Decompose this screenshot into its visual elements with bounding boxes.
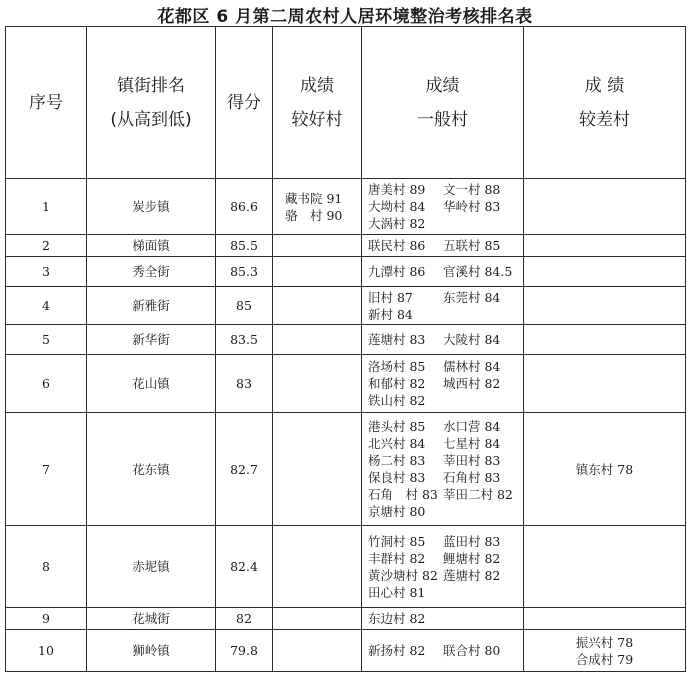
village-entry: 五联村 85 [443,238,501,253]
table-row [6,235,686,257]
village-entry: 莲塘村 82 [443,567,501,583]
town-cell: 秀全街 [87,257,216,287]
village-line [368,237,523,254]
village-entry: 丰群村 82 [368,550,426,566]
village-entry: 莘田村 83 [443,453,501,468]
village-entry: 新扬村 82 [368,643,426,658]
village-line [368,642,523,659]
normal-villages-cell [362,257,524,287]
village-entry: 大坳村 84 [368,199,426,214]
score-cell: 86.6 [216,179,273,235]
village-entry: 联民村 86 [368,238,426,253]
village-entry: 石角村 83 [443,470,501,485]
poor-villages-cell [524,630,686,672]
seq-cell: 2 [6,235,87,257]
village-entry: 洛场村 85 [368,359,426,374]
score-cell: 85.5 [216,235,273,257]
village-line [368,215,523,232]
village-entry: 骆 村 90 [285,207,343,223]
village-line [368,435,523,452]
good-villages-cell [273,413,362,526]
village-line [368,418,523,435]
village-entry: 合成村 79 [575,651,634,667]
village-entry: 蓝田村 83 [443,533,501,549]
table-row [6,287,686,325]
normal-villages-cell [362,287,524,325]
village-entry: 田心村 81 [368,584,426,600]
village-line [285,207,361,224]
village-line [368,567,523,584]
header-normal: 成绩 一般村 [362,27,524,179]
header-score: 得分 [216,27,273,179]
village-line [368,550,523,567]
village-entry: 九潭村 86 [368,264,426,279]
village-entry: 杨二村 83 [368,453,426,468]
good-villages-cell [273,630,362,672]
seq-cell: 10 [6,630,87,672]
village-entry: 石角 村 83 [368,487,438,502]
village-entry: 莲塘村 83 [368,332,426,347]
town-cell: 赤坭镇 [87,526,216,608]
header-seq: 序号 [6,27,87,179]
village-line [368,469,523,486]
village-entry: 华岭村 83 [443,199,501,214]
village-entry: 联合村 80 [443,643,501,658]
village-line [368,198,523,215]
poor-villages-cell [524,287,686,325]
village-line [368,358,523,375]
town-cell: 新雅街 [87,287,216,325]
village-entry: 北兴村 84 [368,436,426,451]
table-body [6,179,686,672]
village-entry: 儒林村 84 [443,359,501,374]
score-cell: 82 [216,608,273,630]
poor-villages-cell [524,325,686,355]
table-row [6,257,686,287]
header-good: 成绩 较好村 [273,27,362,179]
village-entry: 港头村 85 [368,419,426,434]
poor-villages-cell [524,526,686,608]
good-villages-cell [273,608,362,630]
village-line [368,306,523,323]
seq-cell: 8 [6,526,87,608]
normal-villages-cell [362,179,524,235]
village-entry: 官溪村 84.5 [443,264,513,279]
village-line [368,181,523,198]
village-entry: 藏书院 91 [285,190,343,206]
village-line [368,263,523,280]
score-cell: 79.8 [216,630,273,672]
village-line [368,610,523,627]
good-villages-cell [273,257,362,287]
village-entry: 水口营 84 [443,419,501,434]
score-cell: 82.7 [216,413,273,526]
table-row [6,608,686,630]
village-entry: 唐美村 89 [368,182,426,197]
header-town: 镇街排名 (从高到低) [87,27,216,179]
seq-cell: 4 [6,287,87,325]
village-entry: 镇东村 78 [575,461,634,477]
town-cell: 狮岭镇 [87,630,216,672]
table-row [6,413,686,526]
normal-villages-cell [362,526,524,608]
town-cell: 新华街 [87,325,216,355]
seq-cell: 3 [6,257,87,287]
good-villages-cell [273,179,362,235]
village-entry: 黄沙塘村 82 [368,567,438,583]
normal-villages-cell [362,608,524,630]
poor-villages-cell [524,179,686,235]
village-line [368,452,523,469]
village-line [368,486,523,503]
page-title: 花都区 6 月第二周农村人居环境整治考核排名表 [157,7,533,27]
seq-cell: 5 [6,325,87,355]
table-row [6,325,686,355]
table-row [6,630,686,672]
good-villages-cell [273,235,362,257]
village-entry: 京塘村 80 [368,504,426,519]
village-entry: 东莞村 84 [443,289,501,305]
village-line [368,392,523,409]
normal-villages-cell [362,325,524,355]
village-entry: 文一村 88 [443,182,501,197]
village-line [285,190,361,207]
seq-cell: 6 [6,355,87,413]
village-entry: 旧村 87 [368,289,413,305]
table-row [6,355,686,413]
village-line [368,533,523,550]
town-cell: 花城街 [87,608,216,630]
poor-villages-cell [524,257,686,287]
poor-villages-cell [524,235,686,257]
good-villages-cell [273,325,362,355]
poor-villages-cell [524,608,686,630]
village-entry: 新村 84 [368,306,413,322]
village-entry: 莘田二村 82 [443,487,513,502]
village-line [368,289,523,306]
town-cell: 花山镇 [87,355,216,413]
village-line [368,331,523,348]
normal-villages-cell [362,413,524,526]
village-entry: 大陵村 84 [443,332,501,347]
good-villages-cell [273,355,362,413]
table-row [6,179,686,235]
village-entry: 振兴村 78 [575,634,634,650]
village-entry: 城西村 82 [443,376,501,391]
seq-cell: 1 [6,179,87,235]
village-line [368,375,523,392]
village-entry: 东边村 82 [368,611,426,626]
seq-cell: 7 [6,413,87,526]
score-cell: 85 [216,287,273,325]
village-entry: 竹洞村 85 [368,533,426,549]
seq-cell: 9 [6,608,87,630]
town-cell: 梯面镇 [87,235,216,257]
header-poor: 成 绩 较差村 [524,27,686,179]
score-cell: 85.3 [216,257,273,287]
good-villages-cell [273,287,362,325]
village-entry: 铁山村 82 [368,393,426,408]
town-cell: 花东镇 [87,413,216,526]
normal-villages-cell [362,630,524,672]
poor-villages-cell [524,355,686,413]
score-cell: 83.5 [216,325,273,355]
village-line [368,503,523,520]
village-entry: 鲤塘村 82 [443,550,501,566]
village-line [368,584,523,601]
good-villages-cell [273,526,362,608]
village-entry: 七星村 84 [443,436,501,451]
village-entry: 大涡村 82 [368,216,426,231]
score-cell: 83 [216,355,273,413]
town-cell: 炭步镇 [87,179,216,235]
village-entry: 和郁村 82 [368,376,426,391]
normal-villages-cell [362,235,524,257]
normal-villages-cell [362,355,524,413]
poor-villages-cell [524,413,686,526]
score-cell: 82.4 [216,526,273,608]
ranking-table [5,26,686,672]
table-row [6,526,686,608]
village-entry: 保良村 83 [368,470,426,485]
header-row [6,27,686,179]
